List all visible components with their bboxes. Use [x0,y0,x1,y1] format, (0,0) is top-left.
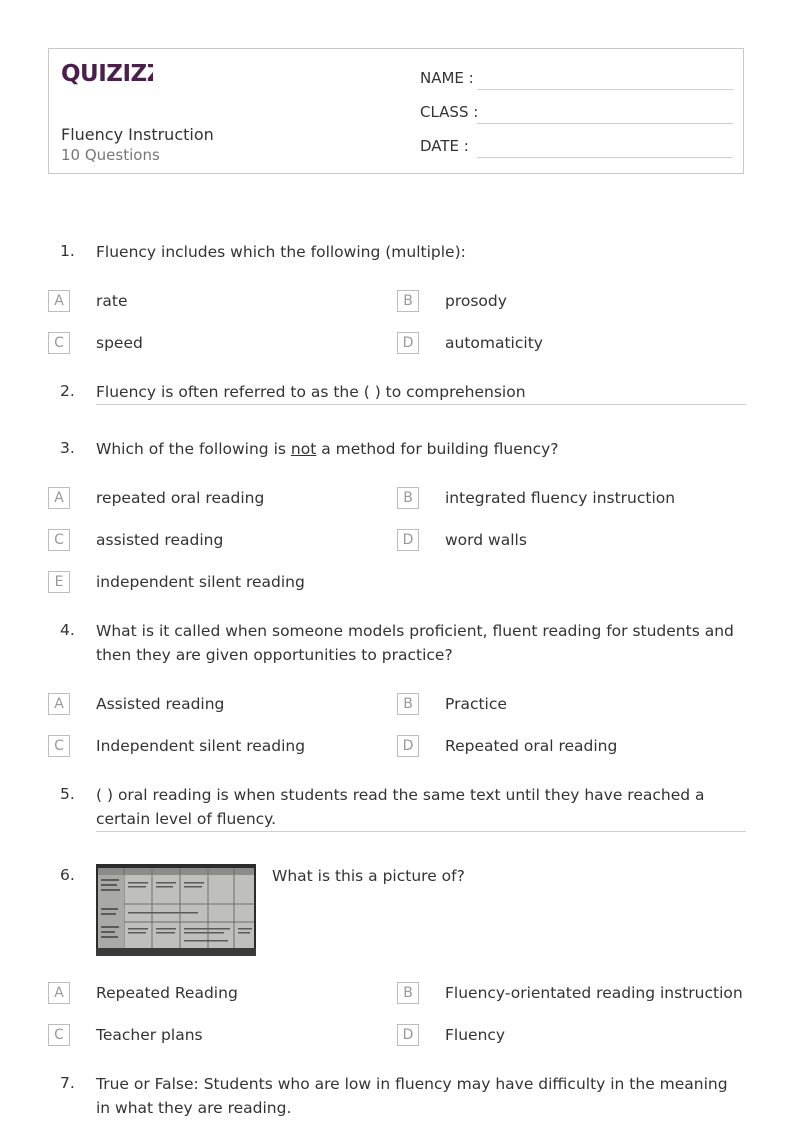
option-letter-box[interactable]: C [48,735,70,757]
option-letter-box[interactable]: D [397,1024,419,1046]
quizizz-logo [61,57,153,91]
option-letter-box[interactable]: A [48,982,70,1004]
question-number: 6. [60,866,75,884]
date-field[interactable] [477,157,733,158]
logo-text: QUIZIZZ [61,61,153,87]
option-text: Fluency-orientated reading instruction [445,984,743,1002]
option-letter-box[interactable]: B [397,693,419,715]
question-number: 2. [60,382,75,400]
option-letter-box[interactable]: D [397,529,419,551]
question-number: 3. [60,439,75,457]
option-text: Assisted reading [96,695,225,713]
option-text: repeated oral reading [96,489,265,507]
question-photo [96,864,256,956]
question-text: ( ) oral reading is when students read the same text until they have reached a certain level of fluency. [96,786,705,828]
question-text-underlined: not [290,440,317,458]
date-label: DATE : [420,137,469,155]
quiz-title: Fluency Instruction [61,125,214,144]
option-text: Teacher plans [96,1026,203,1044]
option-text: speed [96,334,143,352]
name-label: NAME : [420,69,474,87]
option-text: rate [96,292,128,310]
option-text: integrated fluency instruction [445,489,676,507]
answer-line[interactable] [96,404,746,405]
option-text: automaticity [445,334,543,352]
option-letter-box[interactable]: C [48,529,70,551]
option-letter-box[interactable]: B [397,487,419,509]
question-number: 1. [60,242,75,260]
option-letter-box[interactable]: A [48,290,70,312]
answer-line[interactable] [96,831,746,832]
option-text: word walls [445,531,527,549]
option-letter-box[interactable]: A [48,487,70,509]
question-text [96,437,746,461]
question-number: 7. [60,1074,75,1092]
option-text: prosody [445,292,507,310]
question-text: What is this a picture of? [272,867,465,885]
option-letter-box[interactable]: C [48,332,70,354]
worksheet-header [48,48,744,174]
option-text: Repeated oral reading [445,737,618,755]
option-text: Independent silent reading [96,737,306,755]
name-field[interactable] [477,89,733,90]
option-text: Fluency [445,1026,506,1044]
question-text: True or False: Students who are low in fluency may have difficulty in the meaning in what they are reading. [96,1075,728,1117]
question-text-part: Which of the following is [96,440,291,458]
option-letter-box[interactable]: B [397,982,419,1004]
question-text: Fluency includes which the following (multiple): [96,243,466,261]
option-letter-box[interactable]: C [48,1024,70,1046]
option-text: Repeated Reading [96,984,238,1002]
question-text: Fluency is often referred to as the ( ) to comprehension [96,383,526,401]
option-text: Practice [445,695,507,713]
option-letter-box[interactable]: D [397,332,419,354]
question-number: 5. [60,785,75,803]
question-count: 10 Questions [61,146,160,164]
option-letter-box[interactable]: B [397,290,419,312]
option-letter-box[interactable]: D [397,735,419,757]
option-text: assisted reading [96,531,224,549]
question-text-part: a method for building fluency? [316,440,559,458]
option-letter-box[interactable]: A [48,693,70,715]
question-number: 4. [60,621,75,639]
class-field[interactable] [477,123,733,124]
question-text: What is it called when someone models proficient, fluent reading for students and then they are given opportunities to practice? [96,622,734,664]
class-label: CLASS : [420,103,479,121]
option-letter-box[interactable]: E [48,571,70,593]
option-text: independent silent reading [96,573,305,591]
